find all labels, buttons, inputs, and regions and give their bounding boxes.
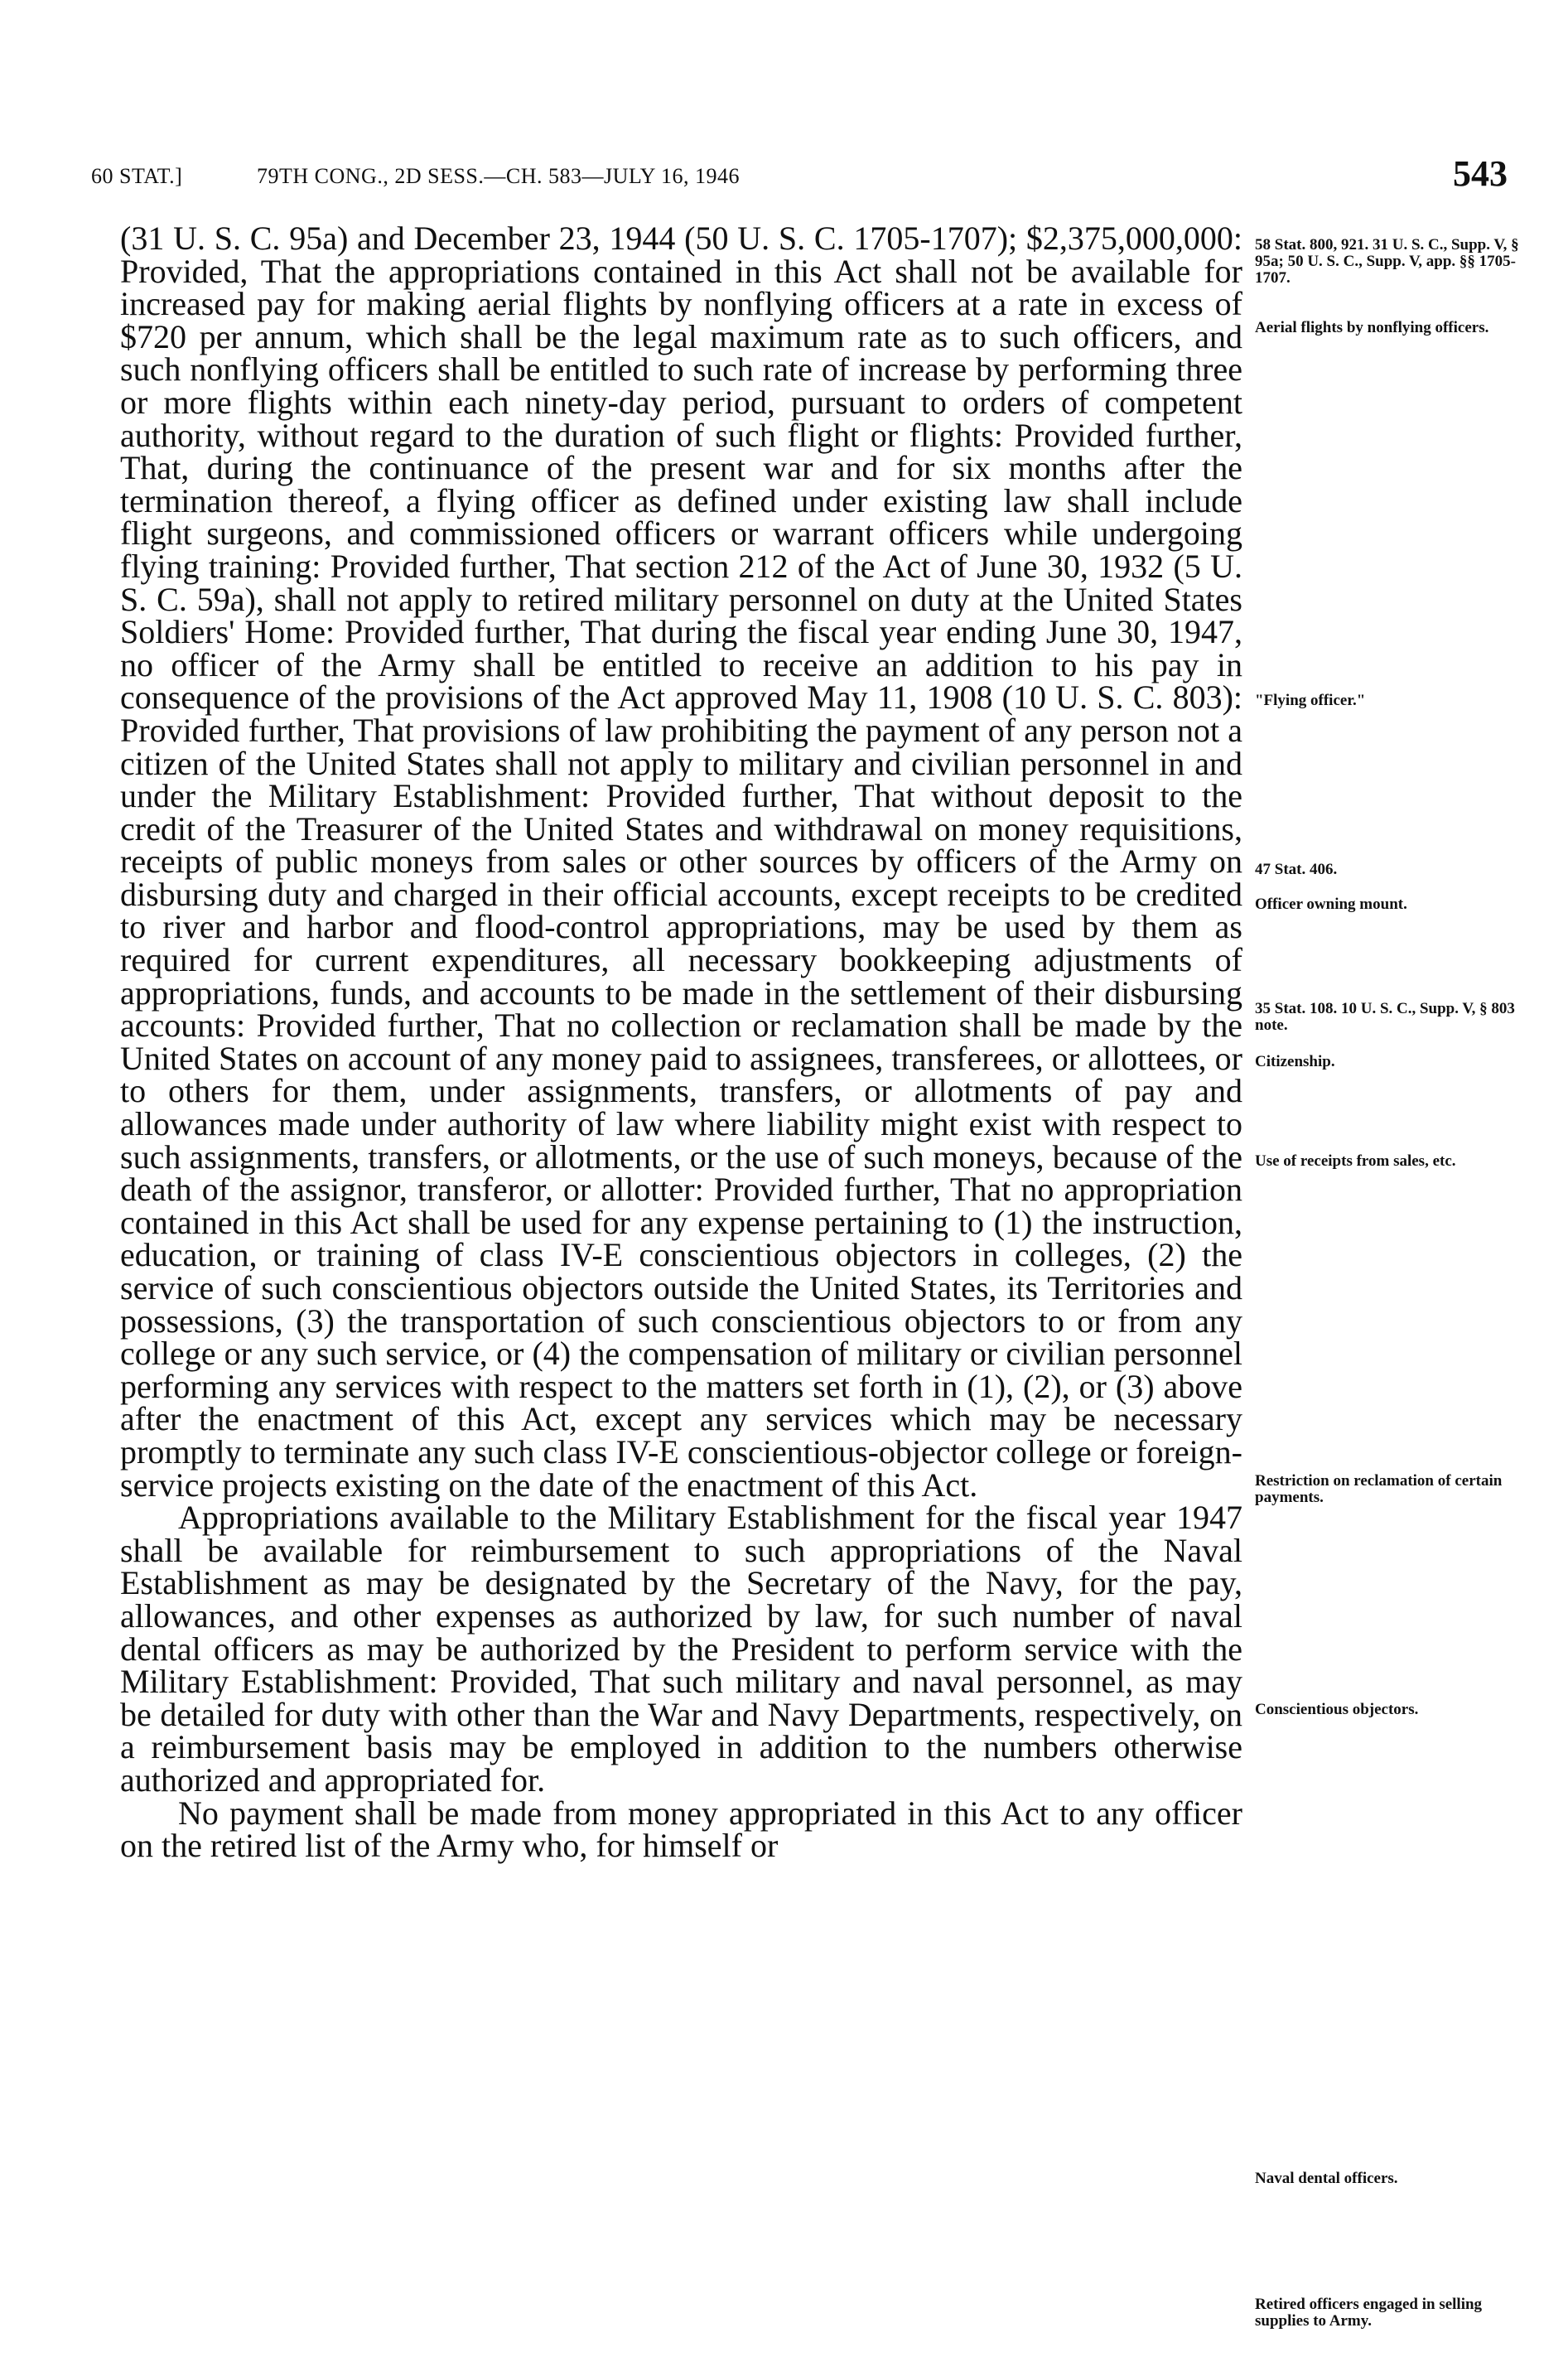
margin-flying-officer: "Flying officer." <box>1255 692 1366 709</box>
margin-officer-owning-mount: Officer owning mount. <box>1255 896 1407 913</box>
margin-use-of-receipts: Use of receipts from sales, etc. <box>1255 1152 1456 1170</box>
margin-naval-dental: Naval dental officers. <box>1255 2170 1398 2187</box>
page-number: 543 <box>1453 153 1508 194</box>
paragraph-1: (31 U. S. C. 95a) and December 23, 1944 (50 U. S. C. 1705-1707); $2,375,000,000: Provided, That the appropriations contained in this Act shall not be available for increased pay for making aerial flights by nonflying officers at a rate in excess of $720 per annum, which shall be the legal maximum rate as to such officers, and such nonflying officers shall be entitled to such rate of increase by performing three or more flights within each ninety-day period, pursuant to orders of competent authority, without regard to the duration of such flight or flights: Provided further, That, during the continuance of the present war and for six months after the termination thereof, a flying officer as defined under existing law shall include flight surgeons, and commissioned officers or warrant officers while undergoing flying training: Provided further, That section 212 of the Act of June 30, 1932 (5 U. S. C. 59a), shall not apply to retired military personnel on duty at the United States Soldiers' Home: Provided further, That during the fiscal year ending June 30, 1947, no officer of the Army shall be entitled to receive an addition to his pay in consequence of the provisions of the Act approved May 11, 1908 (10 U. S. C. 803): Provided further, That provisions of law prohibiting the payment of any person not a citizen of the United States shall not apply to military and civilian personnel in and under the Military Establishment: Provided further, That without deposit to the credit of the Treasurer of the United States and withdrawal on money requisitions, receipts of public moneys from sales or other sources by officers of the Army on disbursing duty and charged in their official accounts, except receipts to be credited to river and harbor and flood-control appropriations, may be used by them as required for current expenditures, all necessary bookkeeping adjustments of appropriations, funds, and accounts to be made in the settlement of their disbursing accounts: Provided further, That no collection or reclamation shall be made by the United States on account of any money paid to assignees, transferees, or allottees, or to others for them, under assignments, transfers, or allotments of pay and allowances made under authority of law where liability might exist with respect to such assignments, transfers, or allotments, or the use of such moneys, because of the death of the assignor, transferor, or allotter: Provided further, That no appropriation contained in this Act shall be used for any expense pertaining to (1) the instruction, education, or training of class IV-E conscientious objectors in colleges, (2) the service of such conscientious objectors outside the United States, its Territories and possessions, (3) the transportation of such conscientious objectors to or from any college or any such service, or (4) the compensation of military or civilian personnel performing any services with respect to the matters set forth in (1), (2), or (3) above after the enactment of this Act, except any services which may be necessary promptly to terminate any such class IV-E conscientious-objector college or foreign-service projects existing on the date of the enactment of this Act. <box>120 220 1242 1504</box>
page-header <box>91 152 1508 202</box>
volume-reference: 60 STAT.] <box>91 164 183 188</box>
body-text <box>120 220 1242 1865</box>
margin-citation-2: 47 Stat. 406. <box>1255 861 1338 878</box>
margin-retired-officers: Retired officers engaged in selling supplies to Army. <box>1255 2296 1483 2330</box>
margin-citizenship: Citizenship. <box>1255 1053 1335 1070</box>
paragraph-2: Appropriations available to the Military Establishment for the fiscal year 1947 shall be available for reimbursement to such appropriations of the Naval Establishment as may be designated by the Secretary of the Navy, for the pay, allowances, and other expenses as authorized by law, for such number of naval dental officers as may be authorized by the President to perform service with the Military Establishment: Provided, That such military and naval personnel, as may be detailed for duty with other than the War and Navy Departments, respectively, on a reimbursement basis may be employed in addition to the numbers otherwise authorized and appropriated for. <box>120 1499 1242 1799</box>
session-line: 79TH CONG., 2D SESS.—CH. 583—JULY 16, 1946 <box>257 164 740 188</box>
paragraph-3: No payment shall be made from money appropriated in this Act to any officer on the retired list of the Army who, for himself or <box>120 1794 1242 1865</box>
margin-aerial-flights: Aerial flights by nonflying officers. <box>1255 319 1489 336</box>
margin-citation-3: 35 Stat. 108. 10 U. S. C., Supp. V, § 803 note. <box>1255 1000 1515 1034</box>
margin-citation-1: 58 Stat. 800, 921. 31 U. S. C., Supp. V, § 95a; 50 U. S. C., Supp. V, app. §§ 1705-1707. <box>1255 236 1519 287</box>
margin-restriction-reclamation: Restriction on reclamation of certain payments. <box>1255 1472 1503 1506</box>
margin-conscientious-objectors: Conscientious objectors. <box>1255 1701 1419 1718</box>
